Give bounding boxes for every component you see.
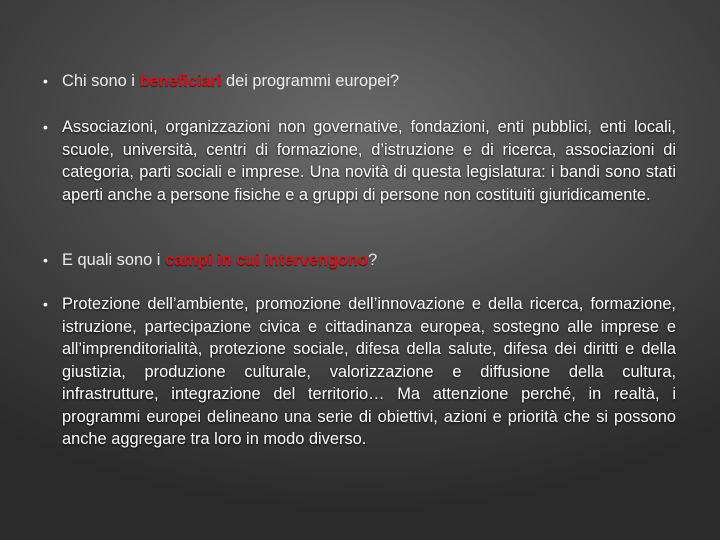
bullet-question-fields <box>40 249 676 272</box>
highlight-campi: campi in cui intervengono <box>164 251 369 269</box>
bullet-dot: • <box>43 73 48 89</box>
question-text-before: E quali sono i <box>62 251 165 269</box>
bullet-dot: • <box>43 119 48 135</box>
bullet-answer-fields <box>40 293 676 451</box>
highlight-beneficiari: beneficiari <box>139 72 222 90</box>
answer-text: Associazioni, organizzazioni non governative, fondazioni, enti pubblici, enti locali, scuole, università, centri di formazione, d’istruzione e di ricerca, associazioni di categoria, parti sociali e imprese. Una novità di questa legislatura: i bandi sono stati aperti anche a persone fisiche e a gruppi di persone non costituiti giuridicamente. <box>62 118 676 204</box>
bullet-answer-beneficiaries <box>40 116 676 206</box>
bullet-text <box>62 70 676 93</box>
bullet-question-beneficiaries <box>40 70 676 93</box>
answer-text: Protezione dell’ambiente, promozione dell’innovazione e della ricerca, formazione, istruzione, partecipazione civica e cittadinanza europea, sostegno alle imprese e all’imprenditorialità, protezione sociale, difesa della salute, difesa dei diritti e della giustizia, produzione culturale, valorizzazione e diffusione della cultura, infrastrutture, integrazione del territorio… Ma attenzione perché, in realtà, i programmi europei delineano una serie di obiettivi, azioni e priorità che si possono anche aggregare tra loro in modo diverso. <box>62 295 676 448</box>
question-text-after: ? <box>368 251 378 269</box>
question-text-after: dei programmi europei? <box>221 72 400 90</box>
bullet-dot: • <box>43 252 48 268</box>
question-text-before: Chi sono i <box>62 72 140 90</box>
bullet-text <box>62 249 676 272</box>
bullet-dot: • <box>43 296 48 312</box>
slide <box>40 0 676 540</box>
